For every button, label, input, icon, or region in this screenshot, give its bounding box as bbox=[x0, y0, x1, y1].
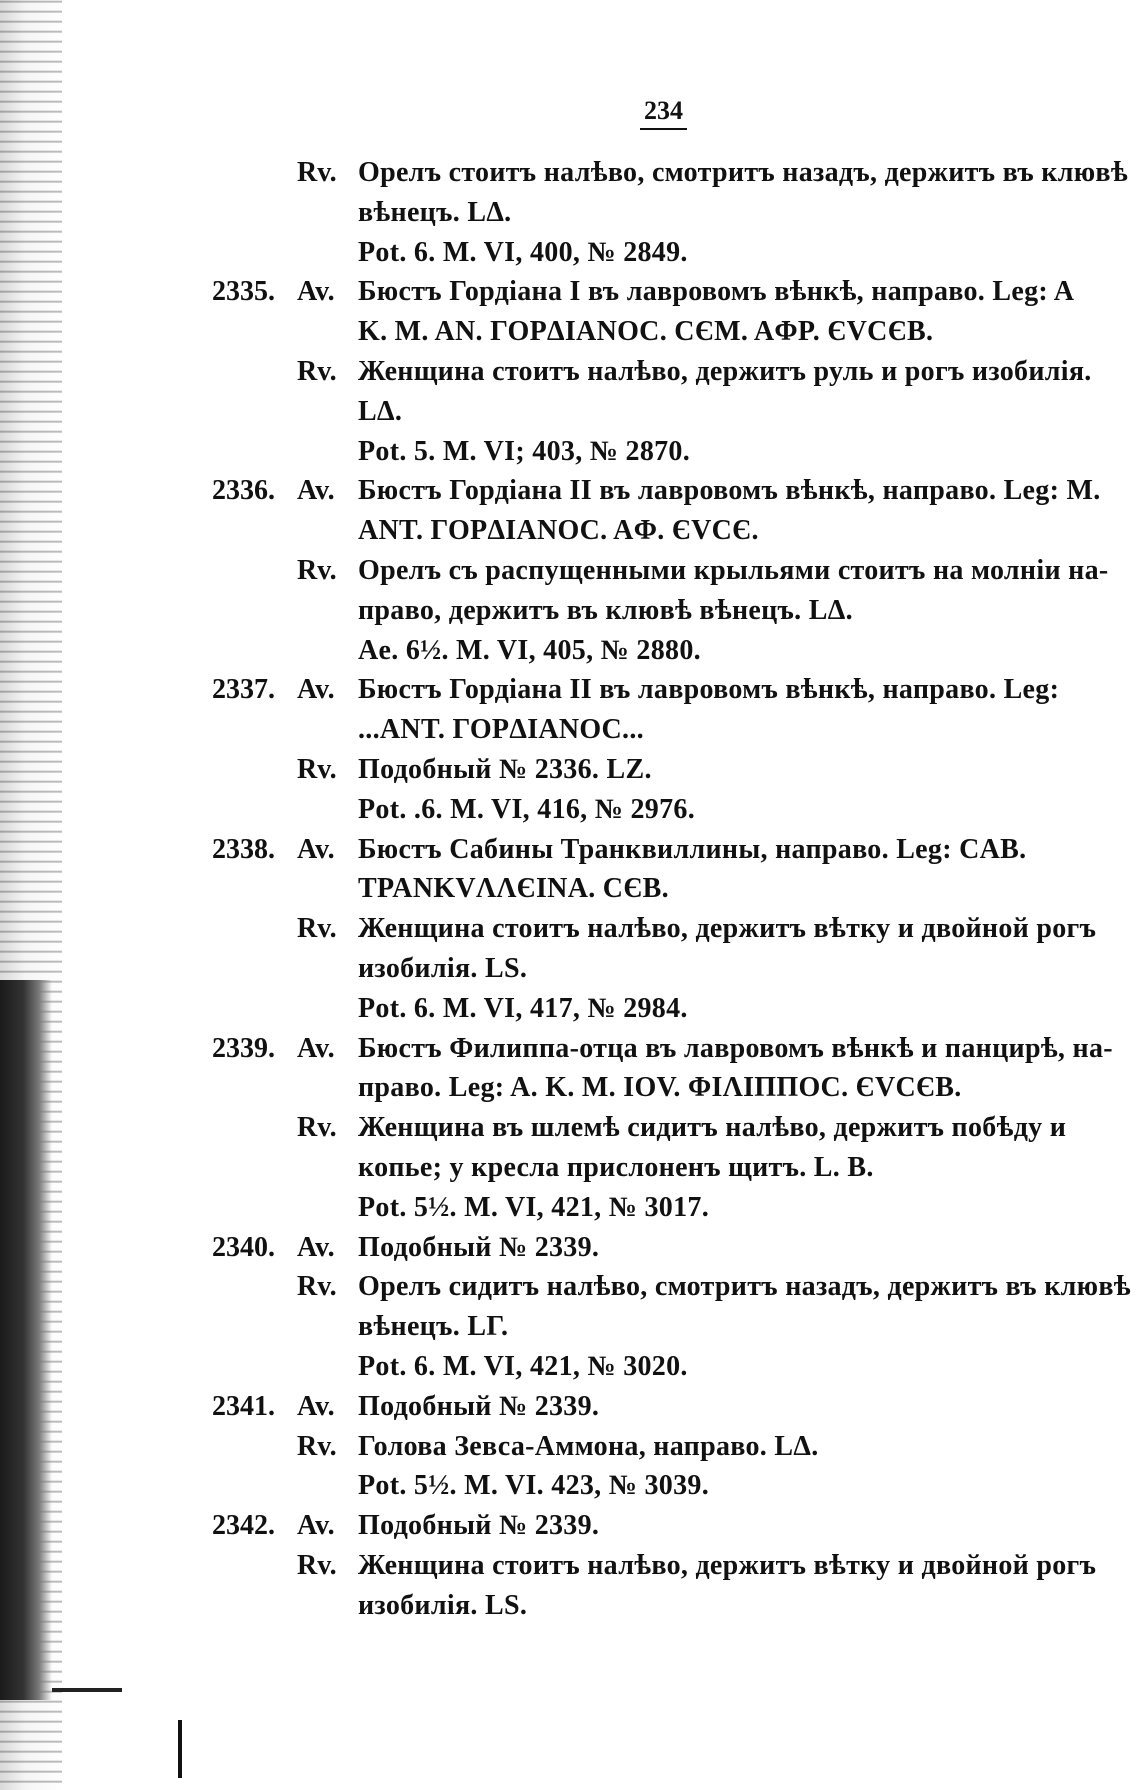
page-number: 234 bbox=[640, 96, 687, 130]
entry-number: 2341. bbox=[212, 1390, 275, 1422]
obverse-label: Av. bbox=[297, 833, 335, 865]
entry-text-line: Бюстъ Гордiана II въ лавровомъ вѣнкѣ, направо. Leg: bbox=[358, 674, 1060, 706]
entry-text-line: Бюстъ Гордiана II въ лавровомъ вѣнкѣ, направо. Leg: M. bbox=[358, 475, 1101, 507]
entry-text-line: Бюстъ Гордiана I въ лавровомъ вѣнкѣ, направо. Leg: A bbox=[358, 276, 1075, 308]
entry-text-line: Бюстъ Филиппа-отца въ лавровомъ вѣнкѣ и панцирѣ, на- bbox=[358, 1032, 1113, 1064]
entry-text-line: Женщина стоитъ налѣво, держитъ вѣтку и двойной рогъ bbox=[358, 913, 1097, 945]
entry-text-line: ...ANT. ГОРΔIANOC... bbox=[358, 714, 644, 746]
entry-text-line: Женщина стоитъ налѣво, держитъ руль и рогъ изобилiя. bbox=[358, 356, 1092, 387]
reverse-label: Rv. bbox=[297, 1271, 337, 1303]
reverse-label: Rv. bbox=[297, 157, 337, 188]
entry-number: 2336. bbox=[212, 475, 275, 507]
entry-number: 2338. bbox=[212, 833, 275, 865]
obverse-label: Av. bbox=[297, 1231, 335, 1263]
entry-text-line: Подобный № 2336. LZ. bbox=[358, 754, 652, 785]
obverse-label: Av. bbox=[297, 1032, 335, 1064]
entry-text-line: Голова Зевса-Аммона, направо. LΔ. bbox=[358, 1430, 819, 1462]
entry-text-line: LΔ. bbox=[358, 395, 403, 427]
reverse-label: Rv. bbox=[297, 913, 337, 945]
entry-text-line: изобилiя. LS. bbox=[358, 1589, 528, 1621]
entry-text-line: вѣнецъ. LΓ. bbox=[358, 1311, 509, 1343]
entry-text-line: Орелъ сидитъ налѣво, смотритъ назадъ, держитъ въ клювѣ bbox=[358, 1271, 1131, 1303]
entry-text-line: K. M. AN. ГОРΔIANOC. CЄM. AΦP. ЄVCЄB. bbox=[358, 316, 934, 348]
entry-text-line: Pot. 5. M. VI; 403, № 2870. bbox=[358, 435, 691, 467]
reverse-label: Rv. bbox=[297, 754, 337, 785]
obverse-label: Av. bbox=[297, 1510, 335, 1542]
obverse-label: Av. bbox=[297, 276, 335, 308]
entry-text-line: Женщина въ шлемѣ сидитъ налѣво, держитъ побѣду и bbox=[358, 1112, 1067, 1144]
entry-text-line: Ae. 6½. M. VI, 405, № 2880. bbox=[358, 634, 701, 666]
reverse-label: Rv. bbox=[297, 1112, 337, 1144]
entry-text-line: вѣнецъ. LΔ. bbox=[358, 196, 512, 228]
entry-text-line: Pot. 6. M. VI, 400, № 2849. bbox=[358, 236, 688, 268]
entry-text-line: Подобный № 2339. bbox=[358, 1510, 600, 1542]
entry-text-line: копье; у кресла прислоненъ щитъ. L. B. bbox=[358, 1152, 874, 1183]
entry-text-line: Женщина стоитъ налѣво, держитъ вѣтку и двойной рогъ bbox=[358, 1550, 1097, 1581]
entry-text-line: Pot. 5½. M. VI. 423, № 3039. bbox=[358, 1470, 710, 1502]
reverse-label: Rv. bbox=[297, 555, 337, 586]
entry-text-line: право. Leg: A. K. M. IOV. ΦIΛIΠΠOC. ЄVCЄB. bbox=[358, 1072, 962, 1104]
reverse-label: Rv. bbox=[297, 1430, 337, 1462]
entry-text-line: Орелъ съ распущенными крыльями стоитъ на молнiи на- bbox=[358, 555, 1109, 586]
entry-number: 2335. bbox=[212, 276, 275, 308]
entry-text-line: Pot. .6. M. VI, 416, № 2976. bbox=[358, 793, 696, 825]
reverse-label: Rv. bbox=[297, 1550, 337, 1581]
entry-text-line: изобилiя. LS. bbox=[358, 953, 528, 984]
obverse-label: Av. bbox=[297, 475, 335, 507]
obverse-label: Av. bbox=[297, 1390, 335, 1422]
book-spine-dark-edge bbox=[0, 980, 52, 1700]
entry-text-line: Подобный № 2339. bbox=[358, 1231, 600, 1263]
entry-text-line: TPANKVΛΛЄINA. CЄB. bbox=[358, 873, 669, 905]
entry-number: 2342. bbox=[212, 1510, 275, 1542]
entry-text-line: право, держитъ въ клювѣ вѣнецъ. LΔ. bbox=[358, 594, 853, 626]
entry-text-line: Pot. 6. M. VI, 417, № 2984. bbox=[358, 992, 688, 1024]
entry-number: 2339. bbox=[212, 1032, 275, 1064]
entry-text-line: Pot. 6. M. VI, 421, № 3020. bbox=[358, 1351, 688, 1382]
entry-text-line: Орелъ стоитъ налѣво, смотритъ назадъ, держитъ въ клювѣ bbox=[358, 157, 1128, 188]
entry-text-line: ANT. ГОРΔIANOC. AΦ. ЄVCЄ. bbox=[358, 515, 759, 547]
entry-text-line: Pot. 5½. M. VI, 421, № 3017. bbox=[358, 1191, 710, 1223]
entry-number: 2337. bbox=[212, 674, 275, 706]
spine-notch-mark bbox=[52, 1688, 122, 1692]
reverse-label: Rv. bbox=[297, 356, 337, 387]
entry-number: 2340. bbox=[212, 1231, 275, 1263]
entry-text-line: Подобный № 2339. bbox=[358, 1390, 600, 1422]
obverse-label: Av. bbox=[297, 674, 335, 706]
entry-text-line: Бюстъ Сабины Транквиллины, направо. Leg: CAB. bbox=[358, 833, 1027, 865]
bottom-scan-mark bbox=[178, 1720, 182, 1778]
